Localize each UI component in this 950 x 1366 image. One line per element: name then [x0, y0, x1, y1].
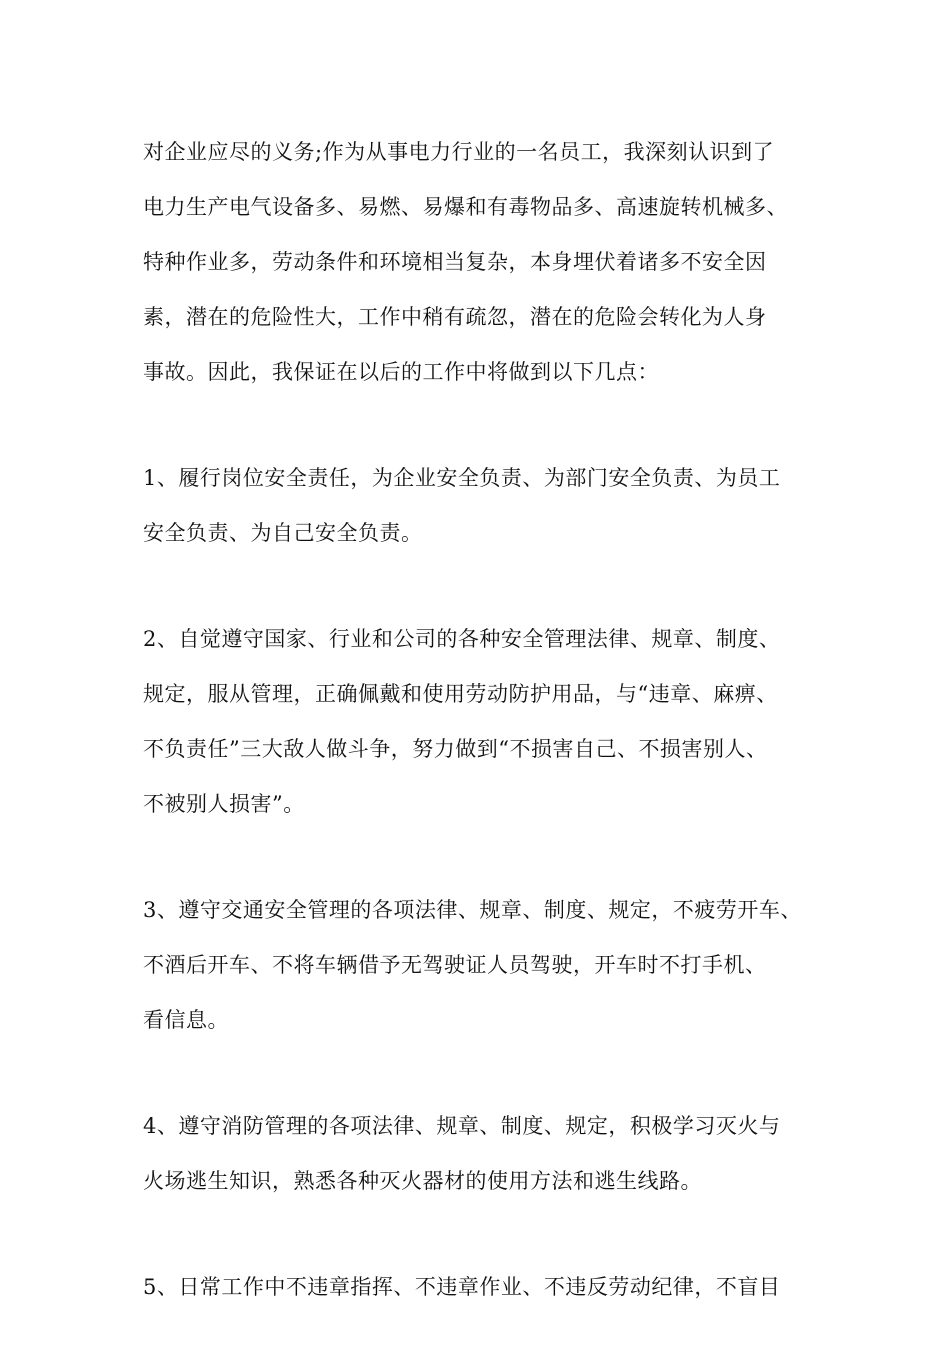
text-line: 不负责任”三大敌人做斗争，努力做到“不损害自己、不损害别人、 — [143, 737, 768, 761]
text-line: 电力生产电气设备多、易燃、易爆和有毒物品多、高速旋转机械多、 — [143, 195, 788, 219]
document-body — [143, 125, 823, 1366]
text-line: 火场逃生知识，熟悉各种灭火器材的使用方法和逃生线路。 — [143, 1169, 702, 1193]
paragraph-item-4 — [143, 1099, 823, 1209]
paragraph-intro — [143, 125, 823, 400]
text-line: 事故。因此，我保证在以后的工作中将做到以下几点： — [143, 360, 659, 384]
text-line: 不被别人损害”。 — [143, 792, 305, 816]
text-line: 安全负责、为自己安全负责。 — [143, 521, 423, 545]
text-line: 素，潜在的危险性大，工作中稍有疏忽，潜在的危险会转化为人身 — [143, 305, 767, 329]
text-line: 特种作业多，劳动条件和环境相当复杂，本身埋伏着诸多不安全因 — [143, 250, 767, 274]
text-line: 4、遵守消防管理的各项法律、规章、制度、规定，积极学习灭火与 — [143, 1114, 781, 1138]
text-line: 规定，服从管理，正确佩戴和使用劳动防护用品，与“违章、麻痹、 — [143, 682, 778, 706]
paragraph-item-5 — [143, 1260, 823, 1315]
text-line: 2、自觉遵守国家、行业和公司的各种安全管理法律、规章、制度、 — [143, 627, 781, 651]
text-line: 看信息。 — [143, 1008, 229, 1032]
text-line: 不酒后开车、不将车辆借予无驾驶证人员驾驶，开车时不打手机、 — [143, 953, 767, 977]
paragraph-item-1 — [143, 451, 823, 561]
paragraph-item-2 — [143, 612, 823, 832]
text-line: 5、日常工作中不违章指挥、不违章作业、不违反劳动纪律，不盲目 — [143, 1275, 781, 1299]
text-line: 3、遵守交通安全管理的各项法律、规章、制度、规定，不疲劳开车、 — [143, 898, 802, 922]
text-line: 1、履行岗位安全责任，为企业安全负责、为部门安全负责、为员工 — [143, 466, 781, 490]
text-line: 对企业应尽的义务;作为从事电力行业的一名员工，我深刻认识到了 — [143, 140, 775, 164]
paragraph-item-3 — [143, 883, 823, 1048]
